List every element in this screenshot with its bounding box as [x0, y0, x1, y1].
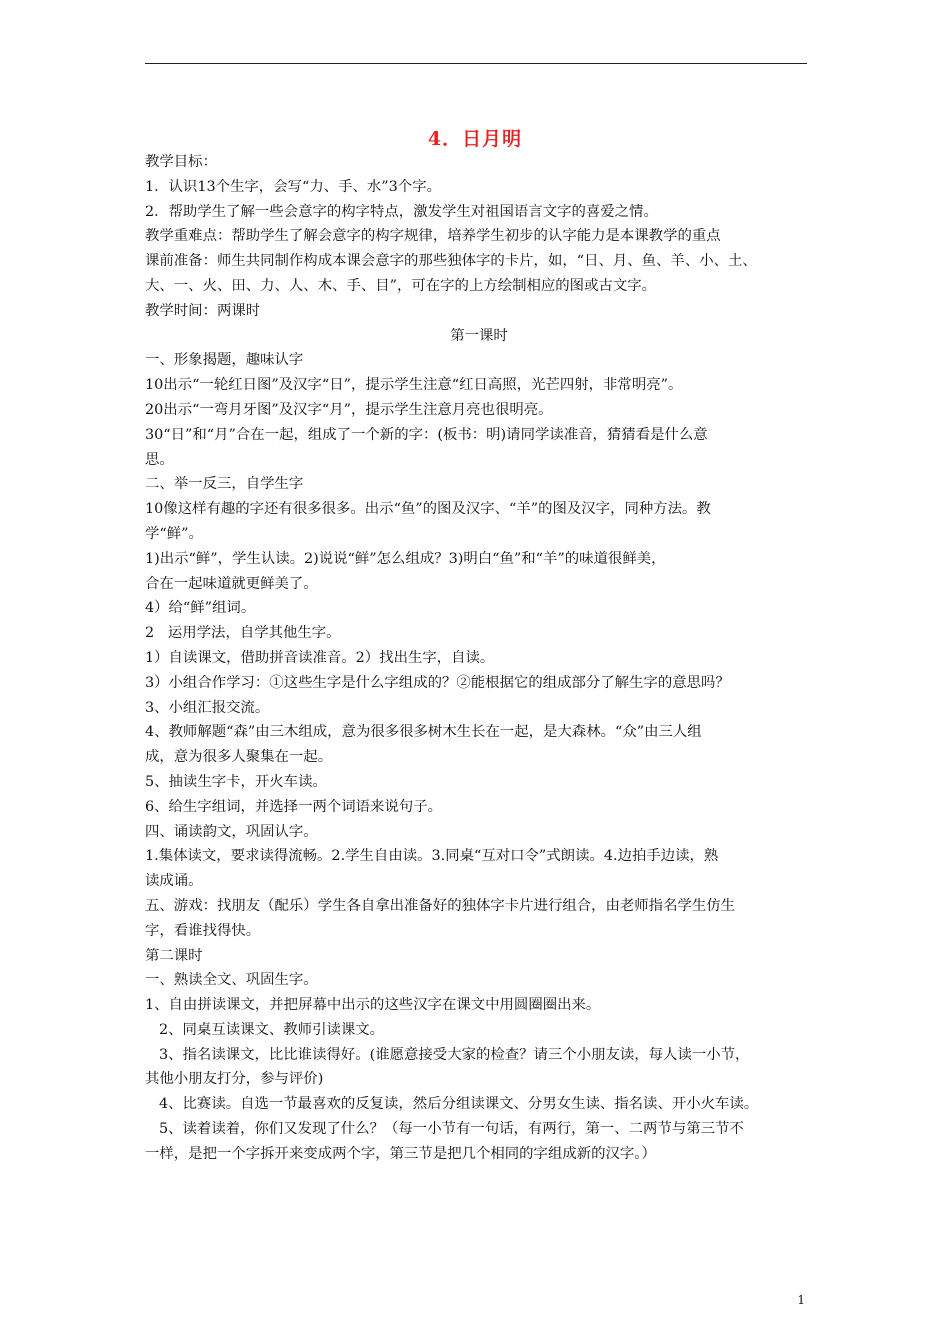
text-line: 学“鲜”。 — [145, 525, 203, 542]
text-line: 二、举一反三，自学生字 — [145, 476, 304, 493]
text-line: 2、同桌互读课文、教师引读课文。 — [159, 1021, 385, 1038]
text-line: 成，意为很多人聚集在一起。 — [145, 749, 333, 766]
text-line: 1．认识13个生字，会写“力、手、水”3个字。 — [145, 178, 441, 195]
text-line: 思。 — [145, 451, 174, 468]
text-line: 教学重难点：帮助学生了解会意字的构字规律，培养学生初步的认字能力是本课教学的重点 — [145, 228, 721, 245]
text-line: 五、游戏：找朋友（配乐）学生各自拿出准备好的独体字卡片进行组合，由老师指名学生仿生 — [145, 897, 736, 914]
section-heading-second-lesson: 第二课时 — [145, 947, 203, 964]
page-number: 1 — [797, 1293, 805, 1307]
text-line: 30“日”和“月”合在一起，组成了一个新的字：(板书：明)请同学读准音，猜猜看是什么意 — [145, 426, 708, 443]
text-line: 字，看谁找得快。 — [145, 922, 261, 939]
text-line: 1）自读课文，借助拼音读准音。2）找出生字，自读。 — [145, 649, 495, 666]
text-line: 1.集体读文，要求读得流畅。2.学生自由读。3.同桌“互对口令”式朗读。4.边拍手边读，熟 — [145, 848, 719, 865]
text-line: 四、诵读韵文，巩固认字。 — [145, 823, 318, 840]
text-line: 6、给生字组词，并选择一两个词语来说句子。 — [145, 798, 442, 815]
header-rule — [145, 63, 807, 64]
text-line: 5、读着读着，你们又发现了什么？（每一小节有一句话，有两行，第一、二两节与第三节不 — [159, 1121, 744, 1138]
section-heading-first-lesson: 第一课时 — [450, 327, 508, 344]
text-line: 教学目标： — [145, 154, 217, 170]
lesson-title: 4．日月明 — [427, 128, 523, 150]
text-line: 10出示“一轮红日图”及汉字“日”，提示学生注意“红日高照，光芒四射，非常明亮”。 — [145, 377, 683, 394]
text-line: 教学时间：两课时 — [145, 302, 261, 319]
text-line: 3、小组汇报交流。 — [145, 699, 270, 716]
text-line: 3）小组合作学习：①这些生字是什么字组成的？②能根据它的组成部分了解生字的意思吗？ — [145, 674, 730, 691]
lesson-body — [145, 150, 813, 1167]
text-line: 2 运用学法，自学其他生字。 — [145, 625, 341, 642]
text-line: 20出示“一弯月牙图”及汉字“月”，提示学生注意月亮也很明亮。 — [145, 401, 553, 418]
text-line: 大、一、火、田、力、人、木、手、目”，可在字的上方绘制相应的图或古文字。 — [145, 277, 657, 294]
text-line: 4、教师解题“森”由三木组成，意为很多很多树木生长在一起，是大森林。“众”由三人组 — [145, 724, 702, 741]
text-line: 其他小朋友打分，参与评价) — [145, 1071, 324, 1088]
text-line: 读成诵。 — [145, 873, 203, 890]
text-line: 合在一起味道就更鲜美了。 — [145, 575, 318, 592]
text-line: 2．帮助学生了解一些会意字的构字特点，激发学生对祖国语言文字的喜爱之情。 — [145, 203, 658, 220]
text-line: 课前准备：师生共同制作构成本课会意字的那些独体字的卡片，如，“日、月、鱼、羊、小、土、 — [145, 253, 757, 270]
text-line: 1)出示“鲜”，学生认读。2)说说“鲜”怎么组成？3)明白“鱼”和“羊”的味道很鲜美， — [145, 550, 666, 567]
text-line: 一、熟读全文、巩固生字。 — [145, 972, 318, 989]
text-line: 10像这样有趣的字还有很多很多。出示“鱼”的图及汉字、“羊”的图及汉字，同种方法。教 — [145, 501, 711, 518]
text-line: 一、形象揭题，趣味认字 — [145, 352, 304, 369]
text-line: 1、自由拼读课文，并把屏幕中出示的这些汉字在课文中用圆圈圈出来。 — [145, 997, 601, 1014]
text-line: 4）给“鲜”组词。 — [145, 600, 256, 617]
text-line: 3、指名读课文，比比谁读得好。(谁愿意接受大家的检查？请三个小朋友读，每人读一小节， — [159, 1046, 750, 1063]
text-line: 5、抽读生字卡，开火车读。 — [145, 773, 327, 790]
text-line: 4、比赛读。自选一节最喜欢的反复读，然后分组读课文、分男女生读、指名读、开小火车读。 — [159, 1096, 759, 1113]
text-line: 一样，是把一个字拆开来变成两个字，第三节是把几个相同的字组成新的汉字。） — [145, 1145, 656, 1162]
